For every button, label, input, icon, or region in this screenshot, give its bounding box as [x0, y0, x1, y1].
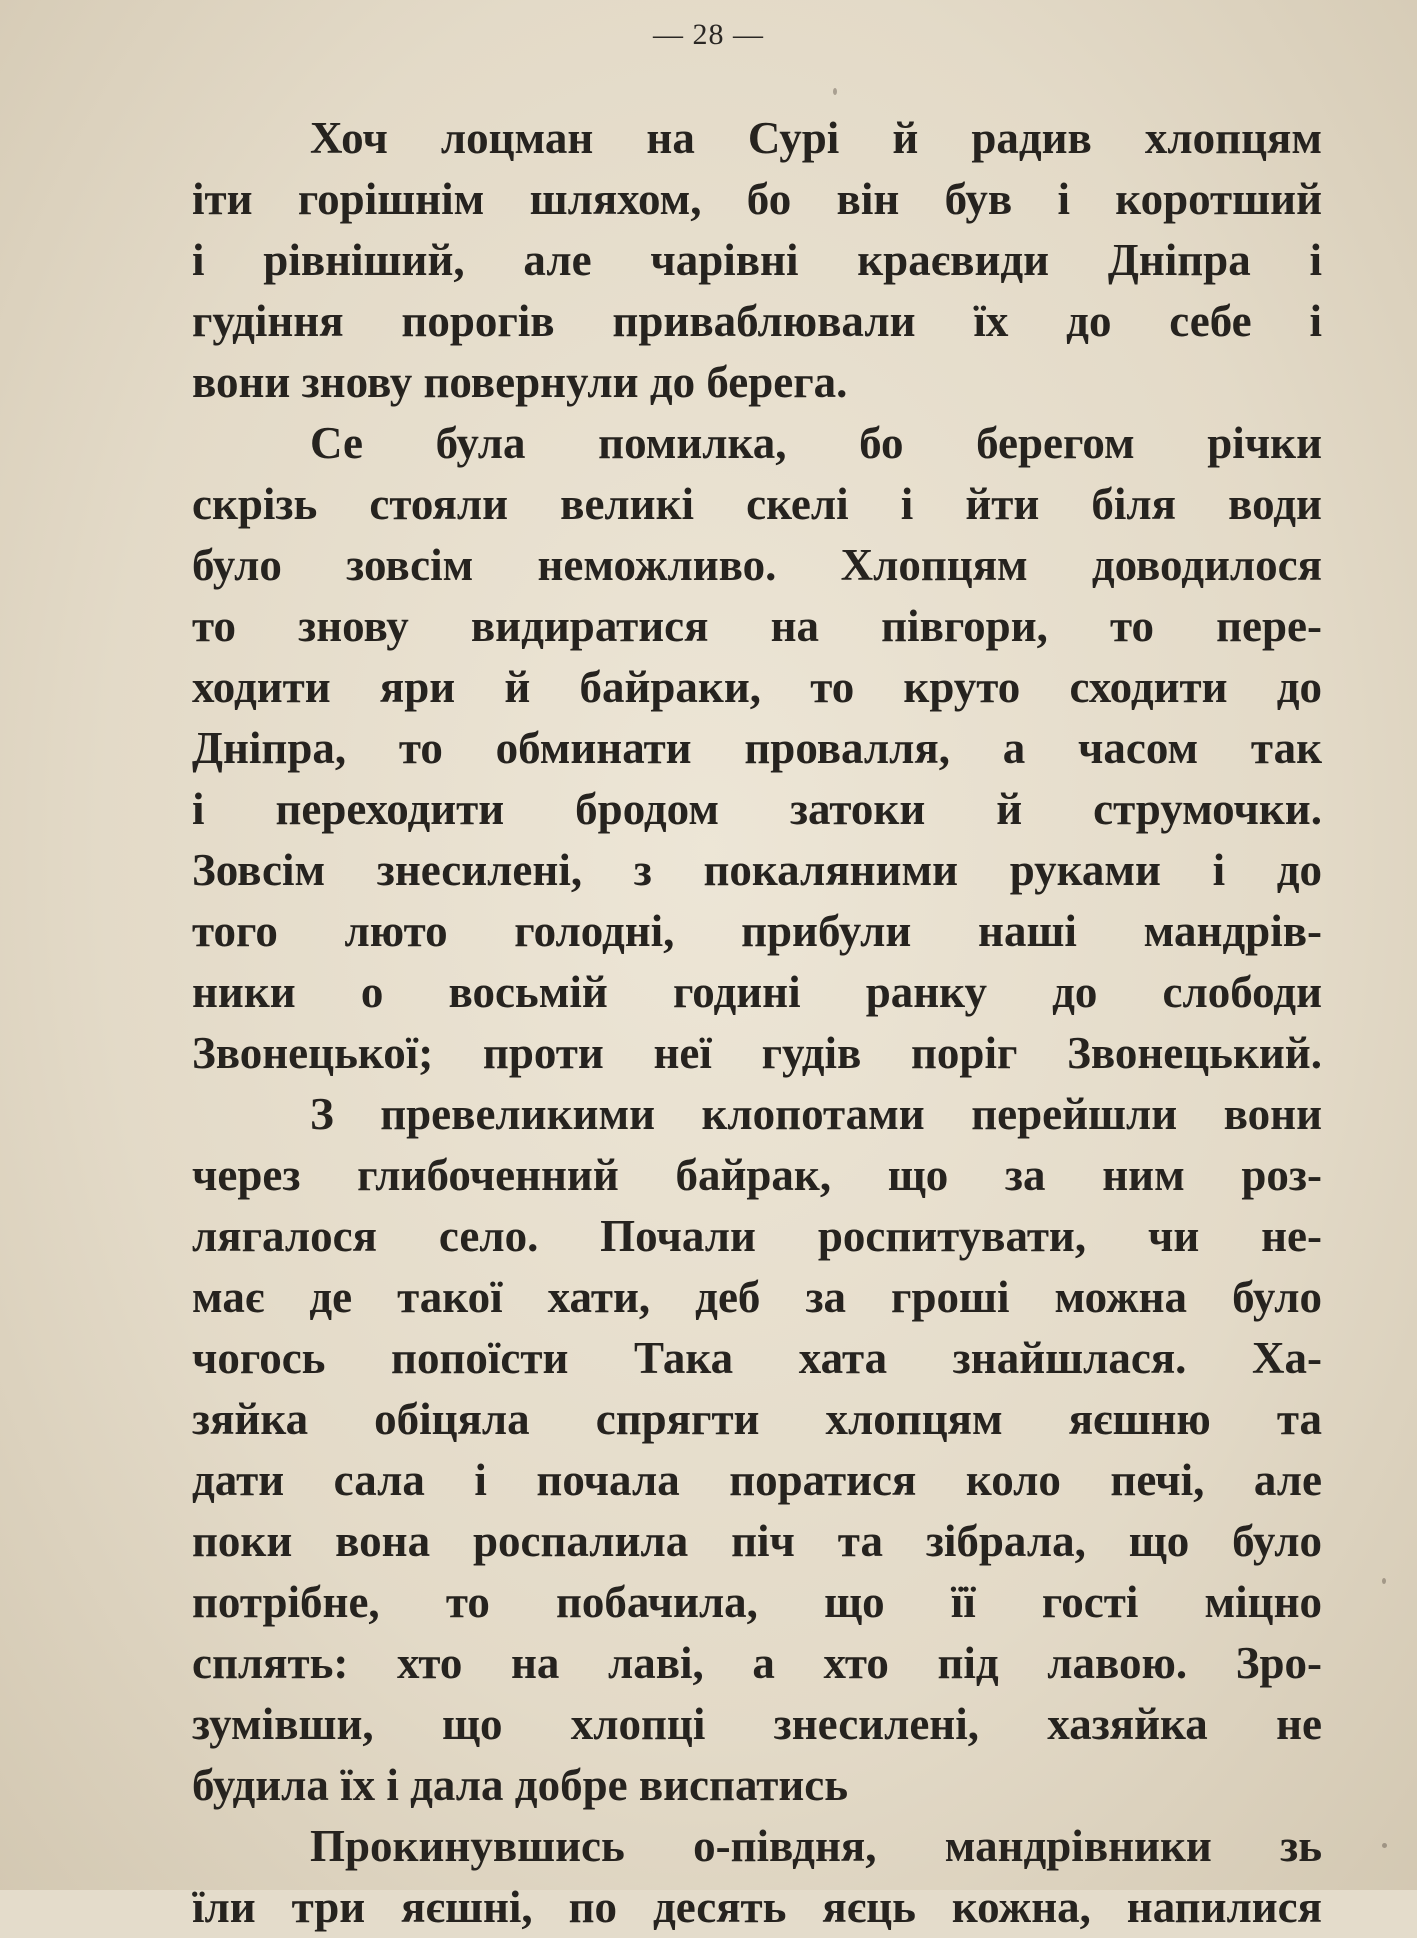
- text-line: З превеликими клопотами перейшли вони: [310, 1089, 1322, 1139]
- text-line: гудіння порогів приваблювали їх до себе і: [192, 296, 1322, 346]
- text-line: Дніпра, то обминати провалля, а часом так: [192, 723, 1322, 773]
- paragraph-1: [192, 108, 1322, 413]
- body-text: [192, 108, 1322, 1938]
- text-line: зяйка обіцяла спрягти хлопцям яєшню та: [192, 1394, 1322, 1444]
- text-line: ники о восьмій годині ранку до слободи: [192, 967, 1322, 1017]
- text-line: Прокинувшись о-півдня, мандрівники зь: [310, 1821, 1322, 1871]
- text-line: було зовсім неможливо. Хлопцям доводилося: [192, 540, 1322, 590]
- text-line: іти горішнім шляхом, бо він був і коротший: [192, 174, 1322, 224]
- text-line: того люто голодні, прибули наші мандрів-: [192, 906, 1322, 956]
- ink-speck: [1382, 1843, 1387, 1848]
- paragraph-3: [192, 1084, 1322, 1816]
- ink-speck: [1382, 1578, 1386, 1584]
- paragraph-2: [192, 413, 1322, 1084]
- text-line: вони знову повернули до берега.: [192, 357, 848, 407]
- text-line: Хоч лоцман на Сурі й радив хлопцям: [310, 113, 1322, 163]
- paragraph-4: [192, 1816, 1322, 1938]
- text-line: лягалося село. Почали роспитувати, чи не-: [192, 1211, 1322, 1261]
- text-line: ходити яри й байраки, то круто сходити до: [192, 662, 1322, 712]
- text-line: чогось попоїсти Така хата знайшлася. Ха-: [192, 1333, 1322, 1383]
- text-line: їли три яєшні, по десять яєць кожна, напилися: [192, 1882, 1322, 1932]
- text-line: і рівніший, але чарівні краєвиди Дніпра і: [192, 235, 1322, 285]
- text-line: Звонецької; проти неї гудів поріг Звонецький.: [192, 1028, 1322, 1078]
- text-line: то знову видиратися на півгори, то пере-: [192, 601, 1322, 651]
- ink-speck: [833, 88, 837, 95]
- text-line: Зовсім знесилені, з покаляними руками і до: [192, 845, 1322, 895]
- text-line: через глибоченний байрак, що за ним роз-: [192, 1150, 1322, 1200]
- text-line: сплять: хто на лаві, а хто під лавою. Зро-: [192, 1638, 1322, 1688]
- text-line: дати сала і почала поратися коло печі, але: [192, 1455, 1322, 1505]
- text-line: будила їх і дала добре виспатись: [192, 1760, 849, 1810]
- text-line: скрізь стояли великі скелі і йти біля води: [192, 479, 1322, 529]
- text-line: і переходити бродом затоки й струмочки.: [192, 784, 1322, 834]
- text-line: поки вона роспалила піч та зібрала, що було: [192, 1516, 1322, 1566]
- page-number: — 28 —: [653, 18, 764, 51]
- text-line: Се була помилка, бо берегом річки: [310, 418, 1322, 468]
- text-line: зумівши, що хлопці знесилені, хазяйка не: [192, 1699, 1322, 1749]
- text-line: потрібне, то побачила, що її гості міцно: [192, 1577, 1322, 1627]
- text-line: має де такої хати, деб за гроші можна було: [192, 1272, 1322, 1322]
